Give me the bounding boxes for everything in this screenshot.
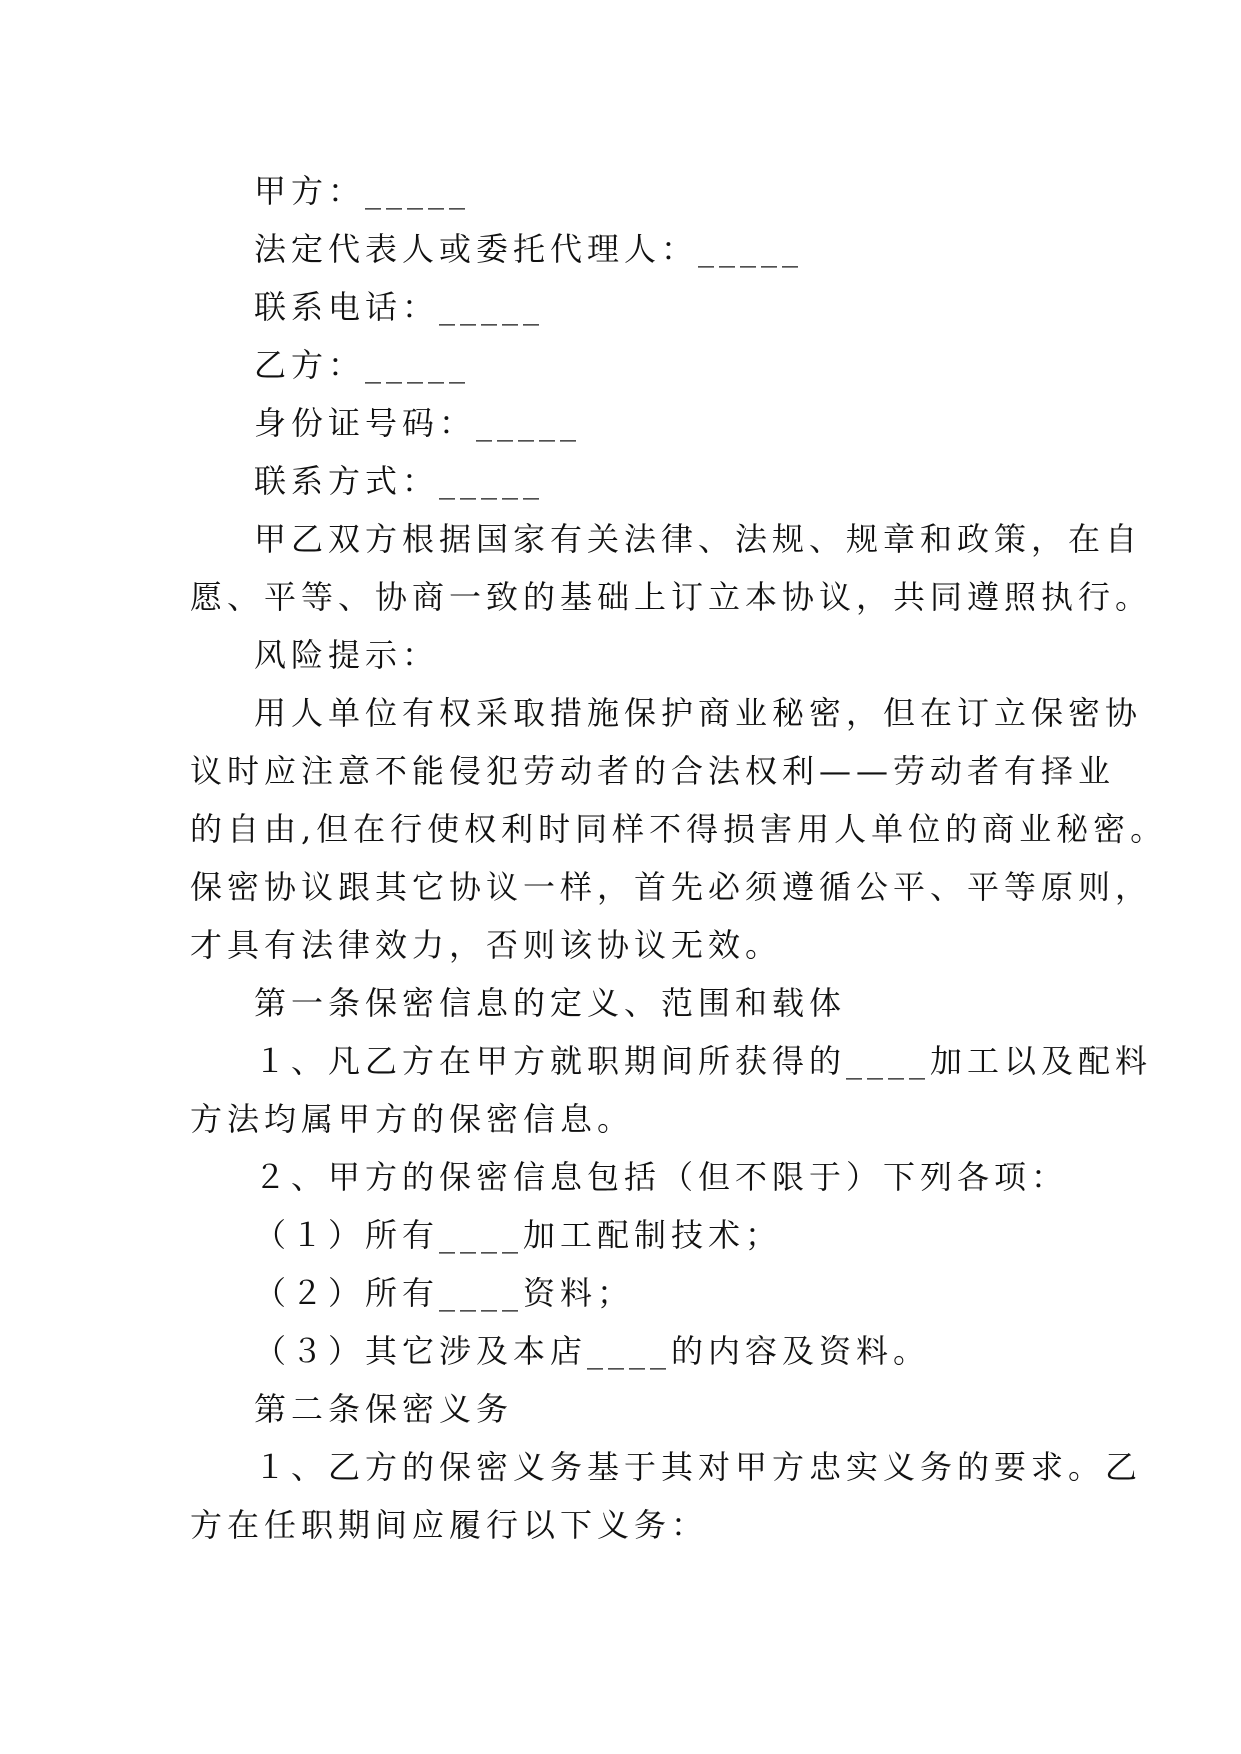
text-line: 乙方：_____ bbox=[254, 346, 471, 384]
text-line: 甲乙双方根据国家有关法律、法规、规章和政策，在自 bbox=[254, 520, 1143, 558]
text-line: 身份证号码：_____ bbox=[254, 404, 582, 442]
text-line: 方法均属甲方的保密信息。 bbox=[190, 1100, 635, 1138]
text-line: （３）其它涉及本店____的内容及资料。 bbox=[254, 1332, 931, 1370]
text-line: 用人单位有权采取措施保护商业秘密，但在订立保密协 bbox=[254, 694, 1143, 732]
text-line: １、乙方的保密义务基于其对甲方忠实义务的要求。乙 bbox=[254, 1448, 1143, 1486]
text-line: 的自由,但在行使权利时同样不得损害用人单位的商业秘密。 bbox=[190, 810, 1168, 848]
text-line: 第一条保密信息的定义、范围和载体 bbox=[254, 984, 847, 1022]
text-line: 联系电话：_____ bbox=[254, 288, 545, 326]
text-line: 保密协议跟其它协议一样，首先必须遵循公平、平等原则， bbox=[190, 868, 1153, 906]
text-line: 方在任职期间应履行以下义务： bbox=[190, 1506, 709, 1544]
text-line: １、凡乙方在甲方就职期间所获得的____加工以及配料 bbox=[254, 1042, 1153, 1080]
document-body bbox=[190, 162, 1168, 1554]
text-line: 第二条保密义务 bbox=[254, 1390, 514, 1428]
text-line: 才具有法律效力，否则该协议无效。 bbox=[190, 926, 783, 964]
text-line: （１）所有____加工配制技术； bbox=[254, 1216, 783, 1254]
text-line: （２）所有____资料； bbox=[254, 1274, 635, 1312]
text-line: 愿、平等、协商一致的基础上订立本协议，共同遵照执行。 bbox=[190, 578, 1153, 616]
text-line: 甲方：_____ bbox=[254, 172, 471, 210]
text-line: ２、甲方的保密信息包括（但不限于）下列各项： bbox=[254, 1158, 1069, 1196]
text-line: 法定代表人或委托代理人：_____ bbox=[254, 230, 804, 268]
text-line: 联系方式：_____ bbox=[254, 462, 545, 500]
text-line: 议时应注意不能侵犯劳动者的合法权利——劳动者有择业 bbox=[190, 752, 1116, 790]
text-line: 风险提示： bbox=[254, 636, 440, 674]
